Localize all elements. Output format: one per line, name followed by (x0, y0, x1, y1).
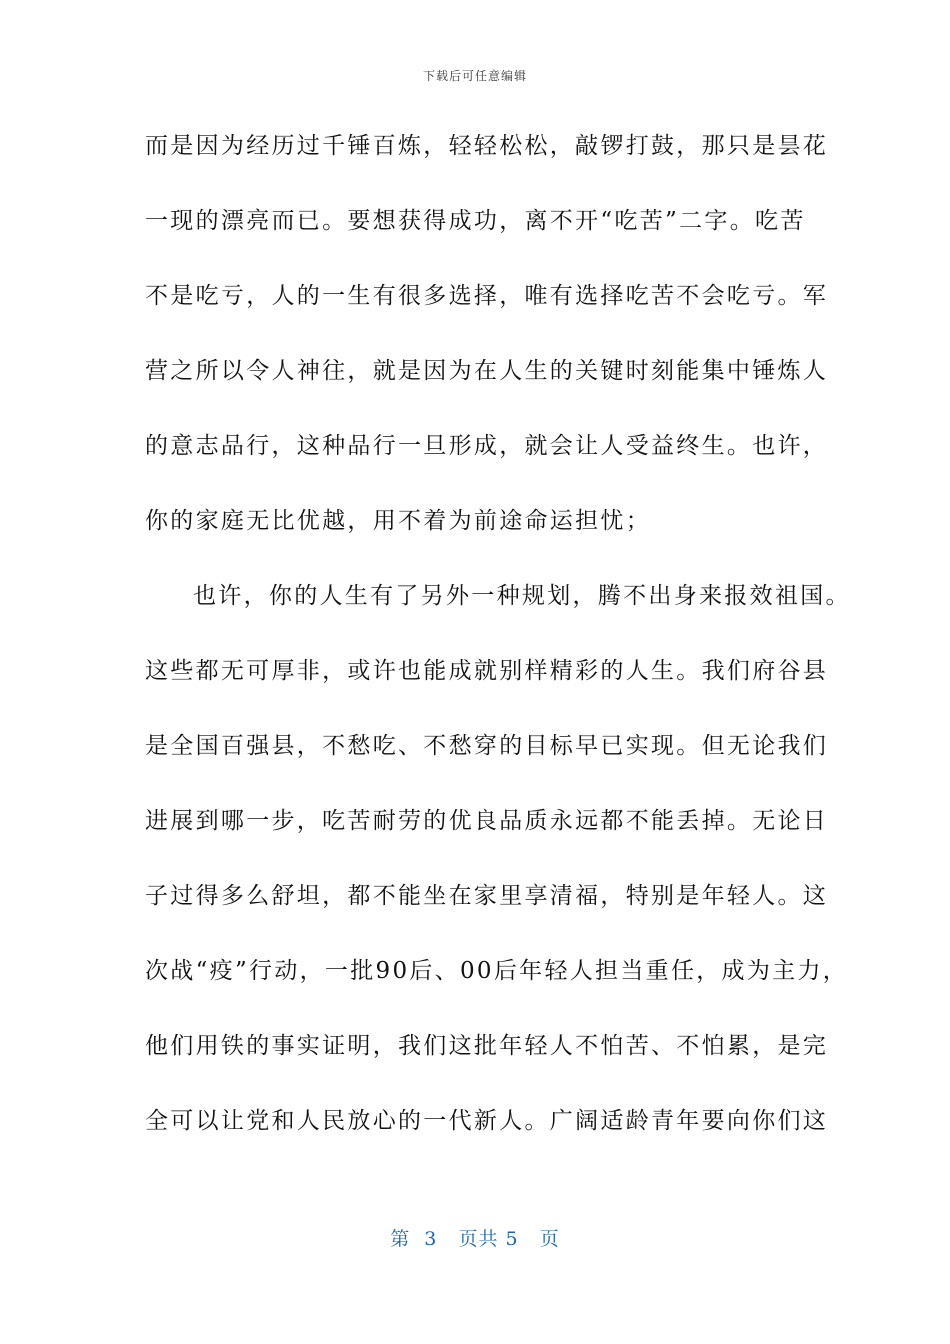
text-line: 次战“疫”行动，一批90后、00后年轻人担当重任，成为主力， (145, 958, 849, 984)
page-number-footer: 第 3 页共 5 页 (390, 1228, 560, 1250)
text-line: 你的家庭无比优越，用不着为前途命运担忧； (145, 508, 651, 534)
text-line: 营之所以令人神往，就是因为在人生的关键时刻能集中锤炼人 (145, 358, 829, 384)
paragraph-start-line: 也许，你的人生有了另外一种规划，腾不出身来报效祖国。 (193, 583, 851, 609)
text-line: 的意志品行，这种品行一旦形成，就会让人受益终生。也许， (145, 433, 829, 459)
text-line: 一现的漂亮而已。要想获得成功，离不开“吃苦”二字。吃苦 (145, 208, 806, 234)
text-line: 全可以让党和人民放心的一代新人。广阔适龄青年要向你们这 (145, 1108, 829, 1134)
document-body (145, 124, 851, 1174)
text-line: 子过得多么舒坦，都不能坐在家里享清福，特别是年轻人。这 (145, 883, 829, 909)
text-line: 不是吃亏，人的一生有很多选择，唯有选择吃苦不会吃亏。军 (145, 283, 829, 309)
page-header: 下载后可任意编辑 (422, 69, 527, 83)
text-line: 而是因为经历过千锤百炼，轻轻松松，敲锣打鼓，那只是昙花 (145, 133, 829, 159)
text-line: 进展到哪一步，吃苦耐劳的优良品质永远都不能丢掉。无论日 (145, 808, 829, 834)
text-line: 他们用铁的事实证明，我们这批年轻人不怕苦、不怕累，是完 (145, 1033, 829, 1059)
text-line: 是全国百强县，不愁吃、不愁穿的目标早已实现。但无论我们 (145, 733, 829, 759)
text-line: 这些都无可厚非，或许也能成就别样精彩的人生。我们府谷县 (145, 658, 829, 684)
